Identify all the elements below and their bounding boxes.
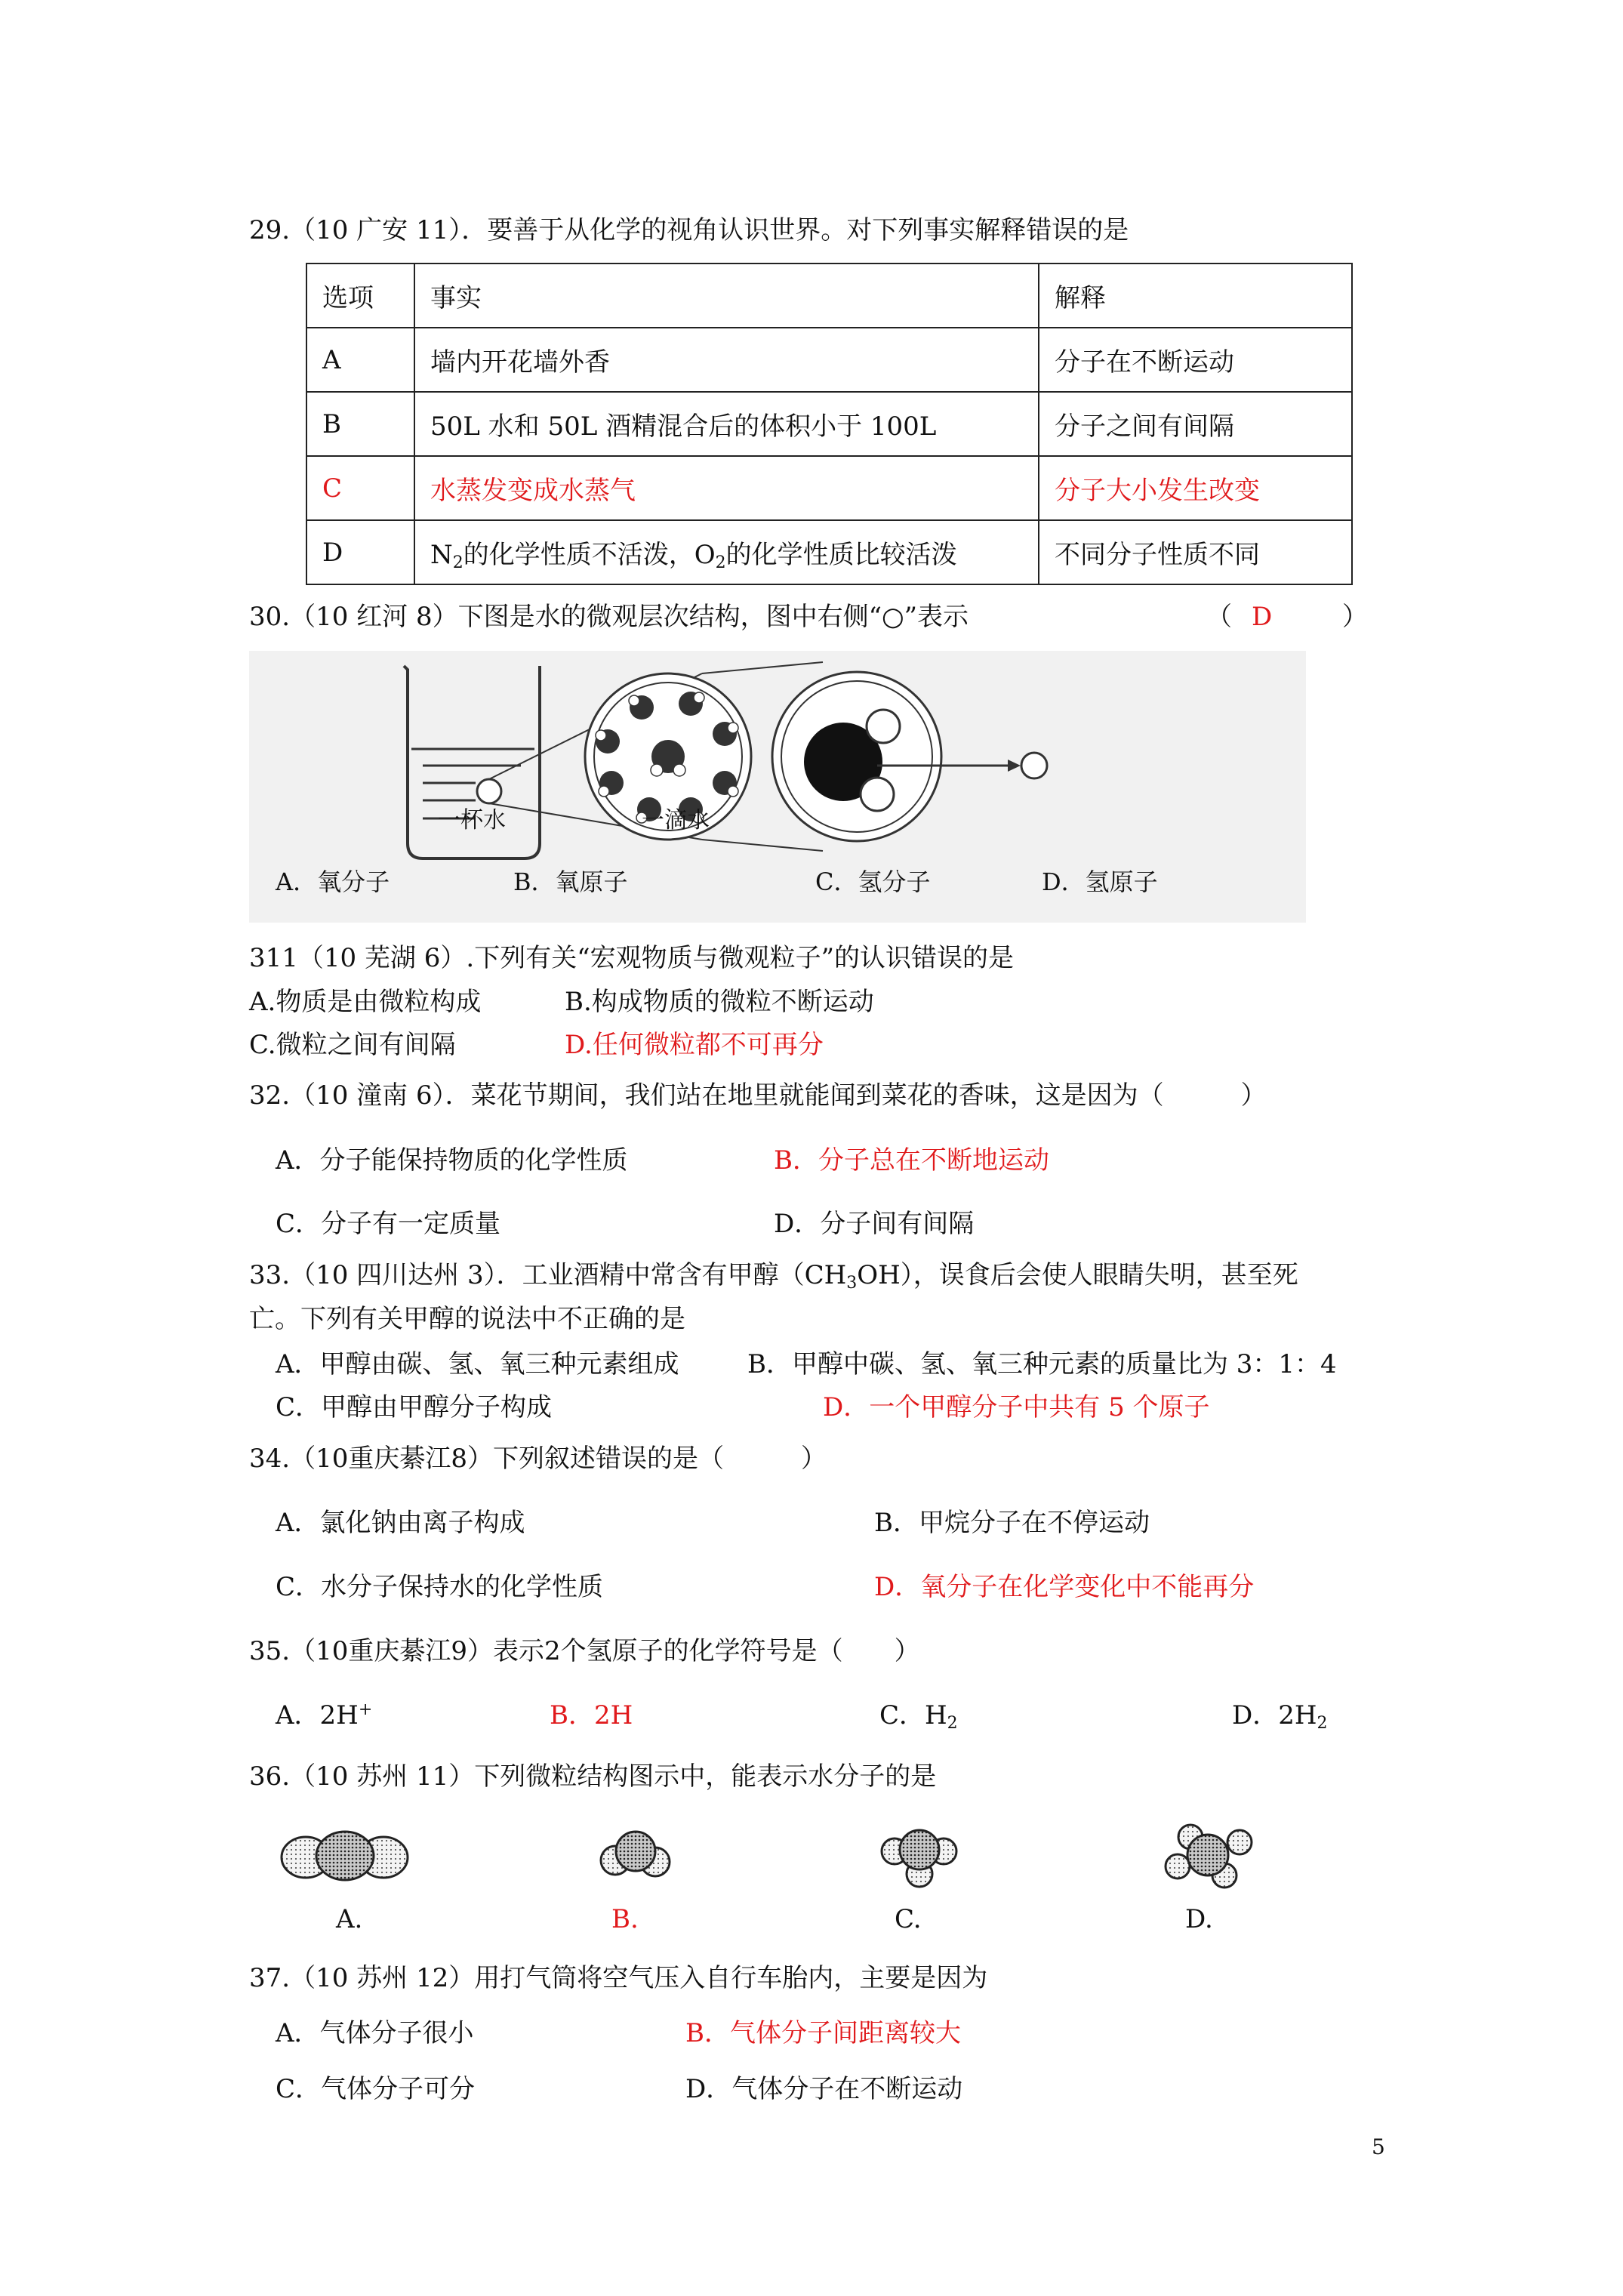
table-row xyxy=(306,392,1352,456)
molecule-figures xyxy=(272,1812,1329,1895)
q35-option-c: C．$H_2$ xyxy=(879,1700,958,1733)
molecule-d-icon xyxy=(1166,1825,1252,1888)
q37-option-d: D．气体分子在不断运动 xyxy=(685,2074,963,2104)
q30-paren-close: ） xyxy=(1342,602,1368,632)
q29-table xyxy=(306,263,1353,585)
row-explain: 分子之间有间隔 xyxy=(1039,392,1352,456)
q35-option-a: A．2H+ xyxy=(276,1700,373,1730)
q32-option-d: D．分子间有间隔 xyxy=(774,1209,975,1239)
q30-paren-open: （ xyxy=(1206,602,1232,632)
q37-stem: 37.（10 苏州 12）用打气筒将空气压入自行车胎内，主要是因为 xyxy=(249,1963,988,1993)
row-fact: 水蒸发变成水蒸气 xyxy=(414,456,1039,520)
q30-stem: 30.（10 红河 8）下图是水的微观层次结构，图中右侧“○”表示 xyxy=(249,602,969,632)
q29-stem: 29.（10 广安 11）．要善于从化学的视角认识世界。对下列事实解释错误的是 xyxy=(249,215,1129,245)
row-option: A xyxy=(306,328,414,392)
q30-option-a: A．氧分子 xyxy=(276,868,390,896)
molecule-a-icon xyxy=(282,1832,408,1880)
q35-option-b: B．2H xyxy=(550,1700,633,1730)
header-explain: 解释 xyxy=(1039,264,1352,328)
q32-option-c: C．分子有一定质量 xyxy=(276,1209,501,1239)
water-structure-figure xyxy=(249,651,1306,923)
row-explain: 分子在不断运动 xyxy=(1039,328,1352,392)
row-explain: 分子大小发生改变 xyxy=(1039,456,1352,520)
header-fact: 事实 xyxy=(414,264,1039,328)
row-fact: $N_2$的化学性质不活泼，$O_2$的化学性质比较活泼 xyxy=(414,520,1039,584)
q34-option-c: C．水分子保持水的化学性质 xyxy=(276,1572,604,1602)
q37-option-b: B．气体分子间距离较大 xyxy=(685,2018,961,2048)
page-number: 5 xyxy=(1372,2134,1385,2159)
q36-label-c: C. xyxy=(895,1904,922,1934)
q30-answer: D xyxy=(1252,602,1273,632)
row-option: D xyxy=(306,520,414,584)
q33-stem: 33.（10 四川达州 3）．工业酒精中常含有甲醇$(CH_3OH)$，误食后会使人眼睛失明，甚至死 xyxy=(249,1260,1298,1293)
q34-option-a: A．氯化钠由离子构成 xyxy=(276,1508,525,1538)
q32-option-b: B．分子总在不断地运动 xyxy=(774,1145,1049,1176)
q35-stem: 35.（10重庆綦江9）表示2个氢原子的化学符号是（ ） xyxy=(249,1636,920,1666)
q33-stem-line2: 亡。下列有关甲醇的说法中不正确的是 xyxy=(249,1304,685,1334)
q31-option-b: B.构成物质的微粒不断运动 xyxy=(565,987,874,1017)
row-fact: 墙内开花墙外香 xyxy=(414,328,1039,392)
table-header-row xyxy=(306,264,1352,328)
molecule-b-icon xyxy=(601,1832,670,1876)
q36-label-d: D. xyxy=(1185,1904,1213,1934)
q33-option-c: C．甲醇由甲醇分子构成 xyxy=(276,1392,553,1422)
row-explain: 不同分子性质不同 xyxy=(1039,520,1352,584)
q30-option-b: B．氧原子 xyxy=(513,868,628,896)
label-drop-of-water: 一滴水 xyxy=(642,807,710,834)
q34-stem: 34.（10重庆綦江8）下列叙述错误的是（ ） xyxy=(249,1444,827,1474)
q33-option-d: D．一个甲醇分子中共有 5 个原子 xyxy=(823,1392,1210,1422)
q31-option-c: C.微粒之间有间隔 xyxy=(249,1030,456,1060)
q31-option-a: A.物质是由微粒构成 xyxy=(249,987,482,1017)
q37-option-a: A．气体分子很小 xyxy=(276,2018,474,2048)
molecule-c-icon xyxy=(882,1830,956,1887)
table-row-answer xyxy=(306,456,1352,520)
q33-option-b: B．甲醇中碳、氢、氧三种元素的质量比为 3：1：4 xyxy=(747,1349,1337,1379)
row-option: C xyxy=(306,456,414,520)
q30-option-d: D．氢原子 xyxy=(1042,868,1158,896)
q31-option-d: D.任何微粒都不可再分 xyxy=(565,1030,824,1060)
q35-option-d: D．$2H_2$ xyxy=(1232,1700,1328,1733)
q32-stem: 32.（10 潼南 6）．菜花节期间，我们站在地里就能闻到菜花的香味，这是因为（ ） xyxy=(249,1080,1267,1111)
table-row xyxy=(306,520,1352,584)
q36-stem: 36.（10 苏州 11）下列微粒结构图示中，能表示水分子的是 xyxy=(249,1761,937,1792)
q36-label-b: B. xyxy=(611,1904,639,1934)
q33-option-a: A．甲醇由碳、氢、氧三种元素组成 xyxy=(276,1349,679,1379)
table-row xyxy=(306,328,1352,392)
q34-option-b: B．甲烷分子在不停运动 xyxy=(874,1508,1150,1538)
header-option: 选项 xyxy=(306,264,414,328)
q31-stem: 311（10 芜湖 6）.下列有关“宏观物质与微观粒子”的认识错误的是 xyxy=(249,943,1014,973)
q36-label-a: A. xyxy=(336,1904,363,1934)
q34-option-d: D．氧分子在化学变化中不能再分 xyxy=(874,1572,1255,1602)
label-cup-of-water: 一杯水 xyxy=(438,807,506,834)
q37-option-c: C．气体分子可分 xyxy=(276,2074,476,2104)
row-option: B xyxy=(306,392,414,456)
row-fact: 50L 水和 50L 酒精混合后的体积小于 100L xyxy=(414,392,1039,456)
q30-option-c: C．氢分子 xyxy=(815,868,931,896)
q32-option-a: A．分子能保持物质的化学性质 xyxy=(276,1145,628,1176)
